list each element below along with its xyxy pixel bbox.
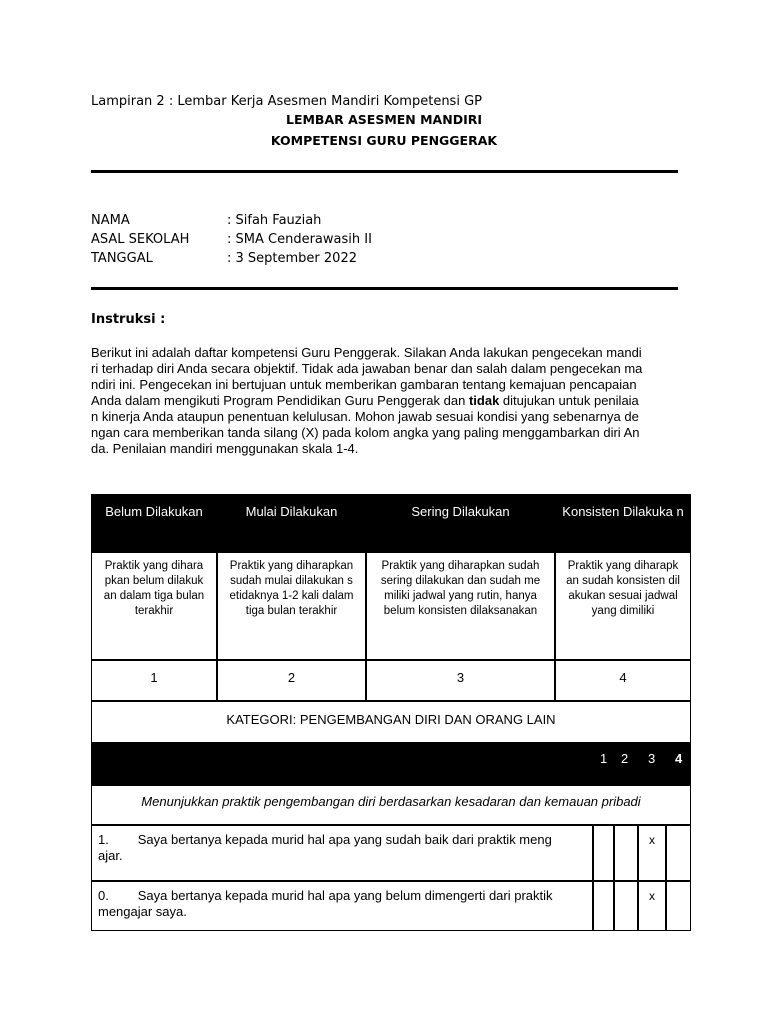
instructions-text bbox=[91, 345, 681, 457]
scale-description-3 bbox=[366, 552, 555, 660]
divider-bottom bbox=[91, 287, 678, 290]
identity-value-name: : Sifah Fauziah bbox=[227, 213, 322, 228]
item-score-cell-2[interactable] bbox=[614, 881, 638, 931]
scale-number-1: 1 bbox=[91, 660, 217, 701]
desc-line: Praktik yang diharapkan bbox=[229, 560, 354, 572]
identity-label-date: TANGGAL bbox=[91, 251, 153, 266]
instructions-line-tail: ditujukan untuk penilaia bbox=[499, 393, 639, 408]
item-text-line: ajar. bbox=[98, 848, 123, 863]
item-text-line: 0. Saya bertanya kepada murid hal apa yang belum dimengerti dari praktik bbox=[98, 888, 553, 903]
scale-header-4: Konsisten Dilakuka n bbox=[555, 494, 691, 552]
scale-number-4: 4 bbox=[555, 660, 691, 701]
category-title: KATEGORI: PENGEMBANGAN DIRI DAN ORANG LAIN bbox=[91, 701, 691, 743]
instructions-line: ri terhadap diri Anda secara objektif. Tidak ada jawaban benar dan salah dalam pengecekan ma bbox=[91, 361, 643, 376]
item-score-cell-4[interactable] bbox=[666, 881, 691, 931]
desc-line: Praktik yang diharapkan sudah bbox=[381, 560, 540, 572]
desc-line: terakhir bbox=[134, 605, 174, 617]
item-row-text bbox=[91, 825, 593, 881]
instructions-heading: Instruksi : bbox=[91, 312, 166, 327]
category-scale-3: 3 bbox=[648, 751, 656, 766]
desc-line: sering dilakukan dan sudah me bbox=[380, 575, 541, 587]
scale-number-3: 3 bbox=[366, 660, 555, 701]
desc-line: akukan sesuai jadwal bbox=[568, 590, 678, 602]
category-scale-4: 4 bbox=[675, 751, 683, 766]
scale-header-3: Sering Dilakukan bbox=[366, 494, 555, 552]
attachment-label: Lampiran 2 : Lembar Kerja Asesmen Mandiri Kompetensi GP bbox=[91, 94, 482, 109]
identity-label-name: NAMA bbox=[91, 213, 130, 228]
scale-header-2: Mulai Dilakukan bbox=[217, 494, 366, 552]
identity-value-date: : 3 September 2022 bbox=[227, 251, 357, 266]
instructions-line: ndiri ini. Pengecekan ini bertujuan untuk memberikan gambaran tentang kemajuan pencapaian bbox=[91, 377, 637, 392]
item-row-text bbox=[91, 881, 593, 931]
identity-label-school: ASAL SEKOLAH bbox=[91, 232, 190, 247]
desc-line: an dalam tiga bulan bbox=[103, 590, 205, 602]
instructions-line: ngan cara memberikan tanda silang (X) pada kolom angka yang paling menggambarkan diri An bbox=[91, 425, 640, 440]
instructions-line: Berikut ini adalah daftar kompetensi Guru Penggerak. Silakan Anda lakukan pengecekan mandi bbox=[91, 345, 642, 360]
scale-header-1: Belum Dilakukan bbox=[91, 494, 217, 552]
item-score-cell-3[interactable]: x bbox=[638, 825, 666, 881]
item-score-cell-3[interactable]: x bbox=[638, 881, 666, 931]
desc-line: sudah mulai dilakukan s bbox=[230, 575, 353, 587]
divider-top bbox=[91, 170, 678, 173]
desc-line: pkan belum dilakuk bbox=[104, 575, 204, 587]
item-score-cell-4[interactable] bbox=[666, 825, 691, 881]
identity-value-school: : SMA Cenderawasih II bbox=[227, 232, 372, 247]
desc-line: miliki jadwal yang rutin, hanya bbox=[384, 590, 537, 602]
desc-line: etidaknya 1-2 kali dalam bbox=[229, 590, 354, 602]
instructions-line: n kinerja Anda ataupun penentuan kelulusan. Mohon jawab sesuai kondisi yang sebenarnya de bbox=[91, 409, 639, 424]
instructions-line-head: Anda dalam mengikuti Program Pendidikan Guru Penggerak dan bbox=[91, 393, 469, 408]
scale-description-2 bbox=[217, 552, 366, 660]
desc-line: belum konsisten dilaksanakan bbox=[383, 605, 538, 617]
item-score-cell-1[interactable] bbox=[593, 825, 614, 881]
desc-line: yang dimiliki bbox=[591, 605, 655, 617]
item-score-cell-2[interactable] bbox=[614, 825, 638, 881]
scale-description-1 bbox=[91, 552, 217, 660]
category-scale-1: 1 bbox=[600, 751, 608, 766]
desc-line: an sudah konsisten dil bbox=[566, 575, 680, 587]
document-subtitle: KOMPETENSI GURU PENGGERAK bbox=[270, 133, 498, 148]
item-score-cell-1[interactable] bbox=[593, 881, 614, 931]
item-text-line: 1. Saya bertanya kepada murid hal apa yang sudah baik dari praktik meng bbox=[98, 832, 552, 847]
instructions-line bbox=[91, 393, 681, 409]
category-scale-2: 2 bbox=[621, 751, 629, 766]
desc-line: Praktik yang dihara bbox=[104, 560, 204, 572]
instructions-bold-word: tidak bbox=[468, 393, 500, 408]
category-subtitle: Menunjukkan praktik pengembangan diri berdasarkan kesadaran dan kemauan pribadi bbox=[91, 785, 691, 825]
scale-number-2: 2 bbox=[217, 660, 366, 701]
scale-description-4 bbox=[555, 552, 691, 660]
instructions-line: da. Penilaian mandiri menggunakan skala 1-4. bbox=[91, 441, 359, 456]
document-title: LEMBAR ASESMEN MANDIRI bbox=[285, 112, 482, 127]
desc-line: Praktik yang diharapk bbox=[567, 560, 679, 572]
item-text-line: mengajar saya. bbox=[98, 904, 187, 919]
desc-line: tiga bulan terakhir bbox=[245, 605, 338, 617]
